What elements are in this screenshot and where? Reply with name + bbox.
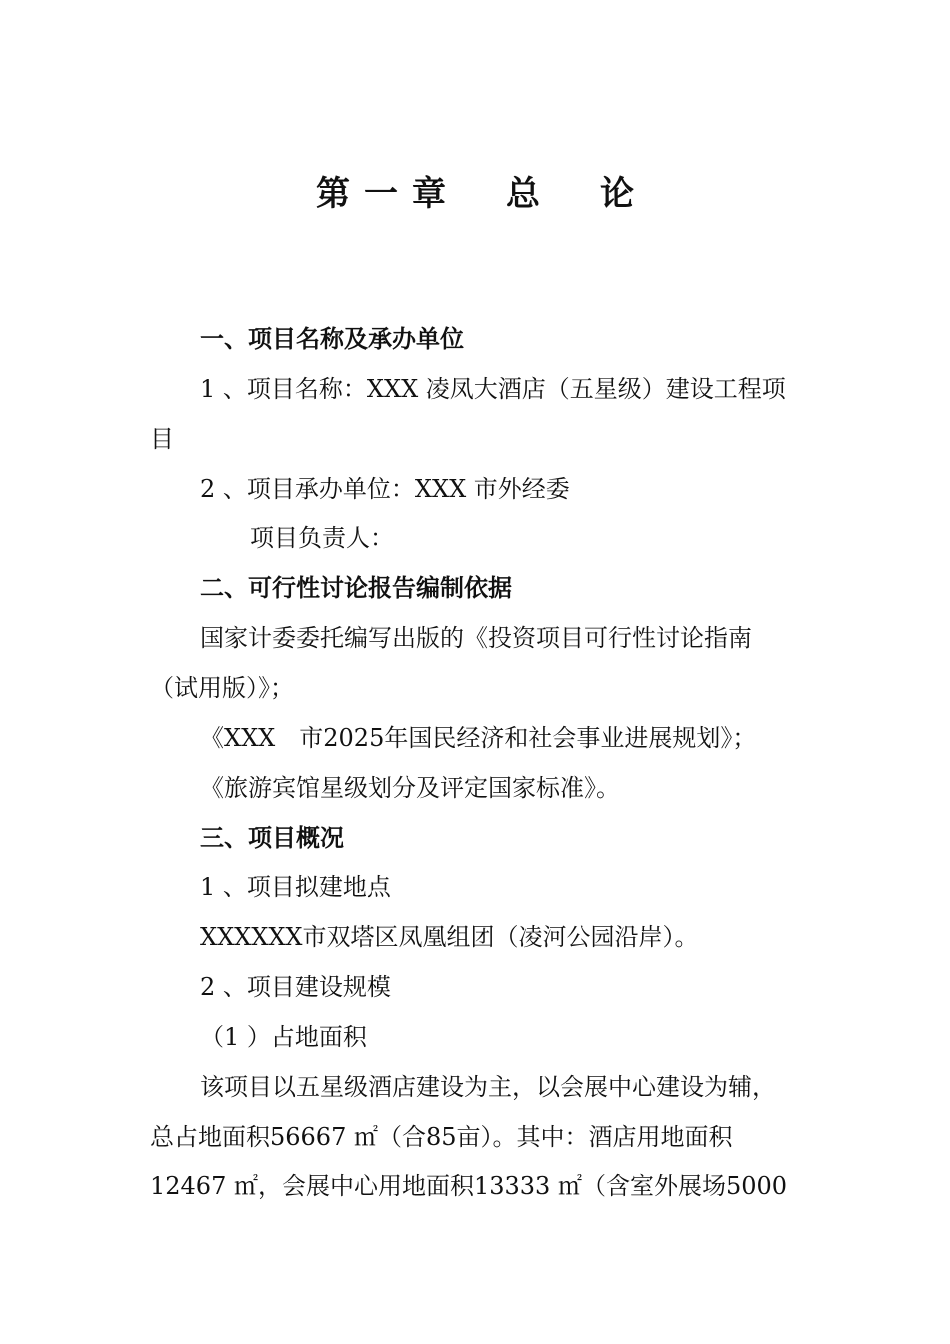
chapter-title-char: 总 [506,174,540,214]
paragraph-line: （1 ）占地面积 [200,1023,367,1051]
paragraph-line: 总占地面积56667 ㎡（合85亩）。其中：酒店用地面积 [150,1123,733,1151]
paragraph-line: （试用版）》； [150,674,294,702]
chapter-title-char: 一 [364,174,398,214]
chapter-title-char: 章 [412,174,446,214]
chapter-title-char: 论 [600,174,634,214]
paragraph-line: 12467 ㎡，会展中心用地面积13333 ㎡（含室外展场5000 [150,1172,788,1200]
paragraph-line: 2 、项目承办单位：XXX 市外经委 [200,475,570,503]
chapter-title [0,170,950,218]
paragraph-line: 《XXX 市2025年国民经济和社会事业进展规划》； [200,724,757,752]
section-heading-2: 二、可行性讨论报告编制依据 [200,574,512,602]
paragraph-line: 国家计委委托编写出版的《投资项目可行性讨论指南 [200,624,752,652]
paragraph-line: 该项目以五星级酒店建设为主，以会展中心建设为辅， [200,1073,776,1101]
section-heading-1: 一、项目名称及承办单位 [200,325,464,353]
paragraph-line: 1 、项目拟建地点 [200,873,391,901]
section-heading-3: 三、项目概况 [200,824,344,852]
paragraph-line: 2 、项目建设规模 [200,973,391,1001]
paragraph-line: 1 、项目名称：XXX 凌凤大酒店（五星级）建设工程项 [200,375,786,403]
chapter-title-char: 第 [316,174,350,214]
paragraph-line: 项目负责人： [250,524,394,552]
paragraph-line: XXXXXX市双塔区凤凰组团（凌河公园沿岸）。 [200,923,699,951]
paragraph-line: 《旅游宾馆星级划分及评定国家标准》。 [200,774,620,802]
paragraph-line: 目 [150,425,174,453]
